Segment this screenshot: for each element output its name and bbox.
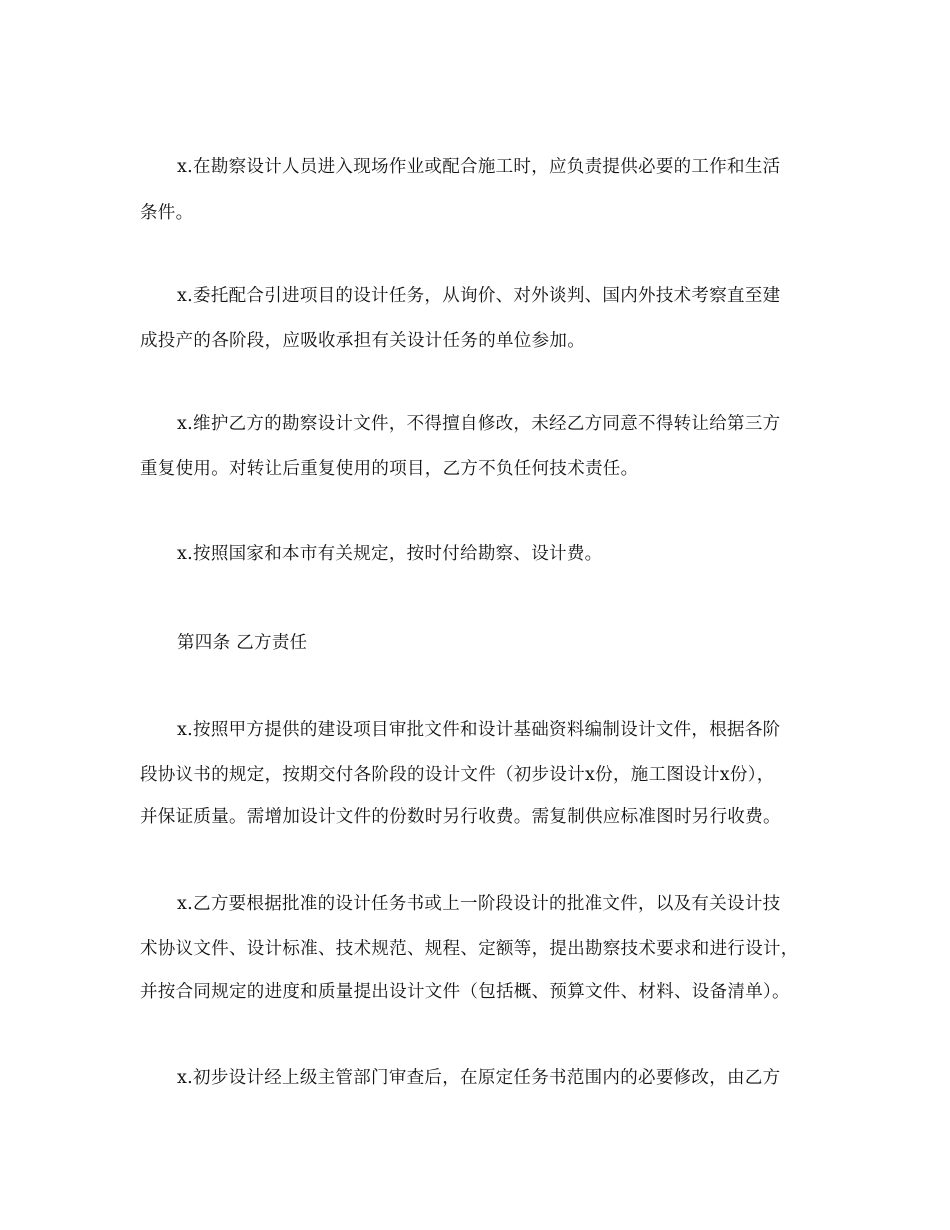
paragraph-line: x.按照甲方提供的建设项目审批文件和设计基础资料编制设计文件，根据各阶 <box>177 720 781 740</box>
paragraph-line: 并按合同规定的进度和质量提出设计文件（包括概、预算文件、材料、设备清单）。 <box>140 982 790 1002</box>
paragraph-line: x.按照国家和本市有关规定，按时付给勘察、设计费。 <box>177 544 603 564</box>
paragraph-line: 段协议书的规定，按期交付各阶段的设计文件（初步设计x份，施工图设计x份）， <box>140 765 775 785</box>
paragraph-line: x.委托配合引进项目的设计任务，从询价、对外谈判、国内外技术考察直至建 <box>177 286 781 306</box>
paragraph-line: 并保证质量。需增加设计文件的份数时另行收费。需复制供应标准图时另行收费。 <box>140 807 781 827</box>
paragraph-line: x.维护乙方的勘察设计文件，不得擅自修改，未经乙方同意不得转让给第三方 <box>177 414 781 434</box>
paragraph-line: 条件。 <box>140 203 194 223</box>
section-heading: 第四条 乙方责任 <box>177 633 308 653</box>
paragraph-line: x.初步设计经上级主管部门审查后，在原定任务书范围内的必要修改，由乙方 <box>177 1068 781 1088</box>
paragraph-line: x.乙方要根据批准的设计任务书或上一阶段设计的批准文件，以及有关设计技 <box>177 894 781 914</box>
paragraph-line: 术协议文件、设计标准、技术规范、规程、定额等，提出勘察技术要求和进行设计， <box>140 939 799 959</box>
paragraph-line: x.在勘察设计人员进入现场作业或配合施工时，应负责提供必要的工作和生活 <box>177 157 781 177</box>
paragraph-line: 重复使用。对转让后重复使用的项目，乙方不负任何技术责任。 <box>140 459 639 479</box>
paragraph-line: 成投产的各阶段，应吸收承担有关设计任务的单位参加。 <box>140 331 585 351</box>
